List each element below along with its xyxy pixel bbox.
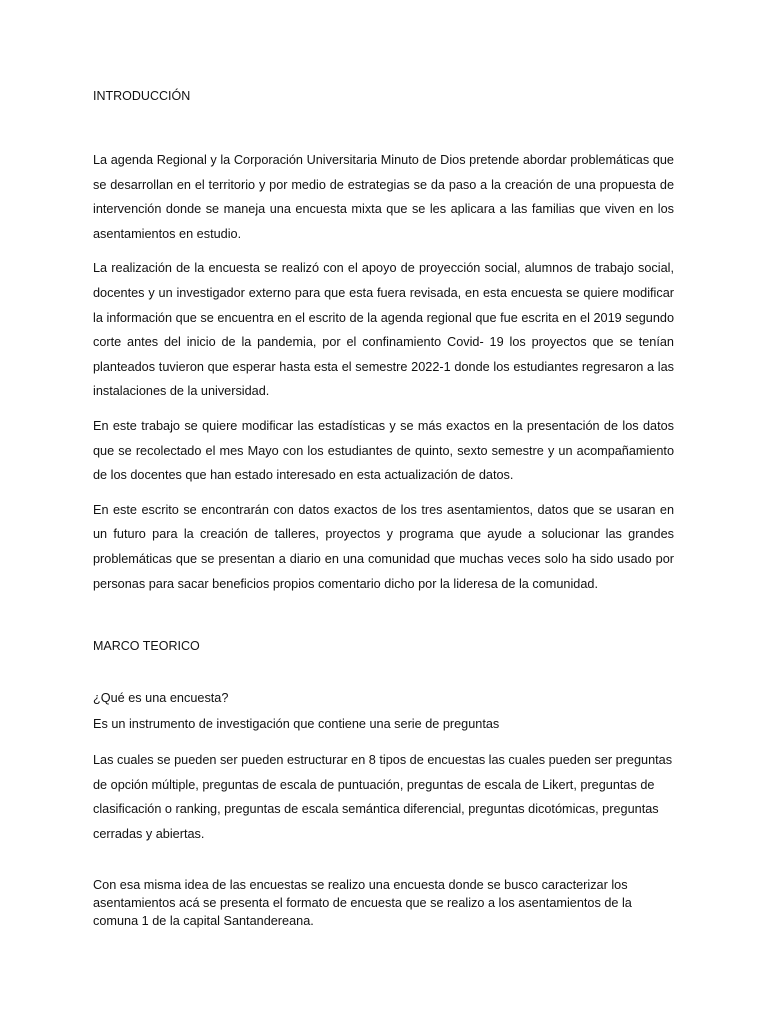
marco-paragraph-2: Con esa misma idea de las encuestas se realizo una encuesta donde se busco caracterizar los asentamientos acá se presenta el formato de encuesta que se realizo a los asentamientos de la comuna 1 de la capital Santandereana. xyxy=(93,878,632,929)
intro-paragraph-2: La realización de la encuesta se realizó con el apoyo de proyección social, alumnos de trabajo social, docentes y un investigador externo para que esta fuera revisada, en esta encuesta se quiere modificar la información que se encuentra en el escrito de la agenda regional que fue escrita en el 2019 segundo corte antes del inicio de la pandemia, por el confinamiento Covid- 19 los proyectos que se tenían planteados tuvieron que esperar hasta esta el semestre 2022-1 donde los estudiantes regresaron a las instalaciones de la universidad. xyxy=(93,261,674,399)
marco-answer: Es un instrumento de investigación que contiene una serie de preguntas xyxy=(93,717,500,732)
intro-paragraph-3: En este trabajo se quiere modificar las estadísticas y se más exactos en la presentación de los datos que se recolectado el mes Mayo con los estudiantes de quinto, sexto semestre y un acompañamiento de los docentes que han estado interesado en esta actualización de datos. xyxy=(93,418,674,483)
marco-paragraph-1: Las cuales se pueden ser pueden estructurar en 8 tipos de encuestas las cuales pueden ser preguntas de opción múltiple, preguntas de escala de puntuación, preguntas de escala de Likert, preguntas de clasificación o ranking, preguntas de escala semántica diferencial, preguntas dicotómicas, preguntas cerradas y abiertas. xyxy=(93,753,673,841)
intro-paragraph-1: La agenda Regional y la Corporación Universitaria Minuto de Dios pretende abordar problemáticas que se desarrollan en el territorio y por medio de estrategias se da paso a la creación de una propuesta de intervención donde se maneja una encuesta mixta que se les aplicara a las familias que viven en los asentamientos en estudio. xyxy=(93,153,674,241)
marco-heading: MARCO TEORICO xyxy=(93,639,200,654)
intro-paragraph-4: En este escrito se encontrarán con datos exactos de los tres asentamientos, datos que se usaran en un futuro para la creación de talleres, proyectos y programa que ayude a solucionar las grandes problemáticas que se presentan a diario en una comunidad que muchas veces solo ha sido usado por personas para sacar beneficios propios comentario dicho por la lideresa de la comunidad. xyxy=(93,502,674,591)
intro-heading: INTRODUCCIÓN xyxy=(93,89,191,103)
marco-question: ¿Qué es una encuesta? xyxy=(93,691,229,706)
